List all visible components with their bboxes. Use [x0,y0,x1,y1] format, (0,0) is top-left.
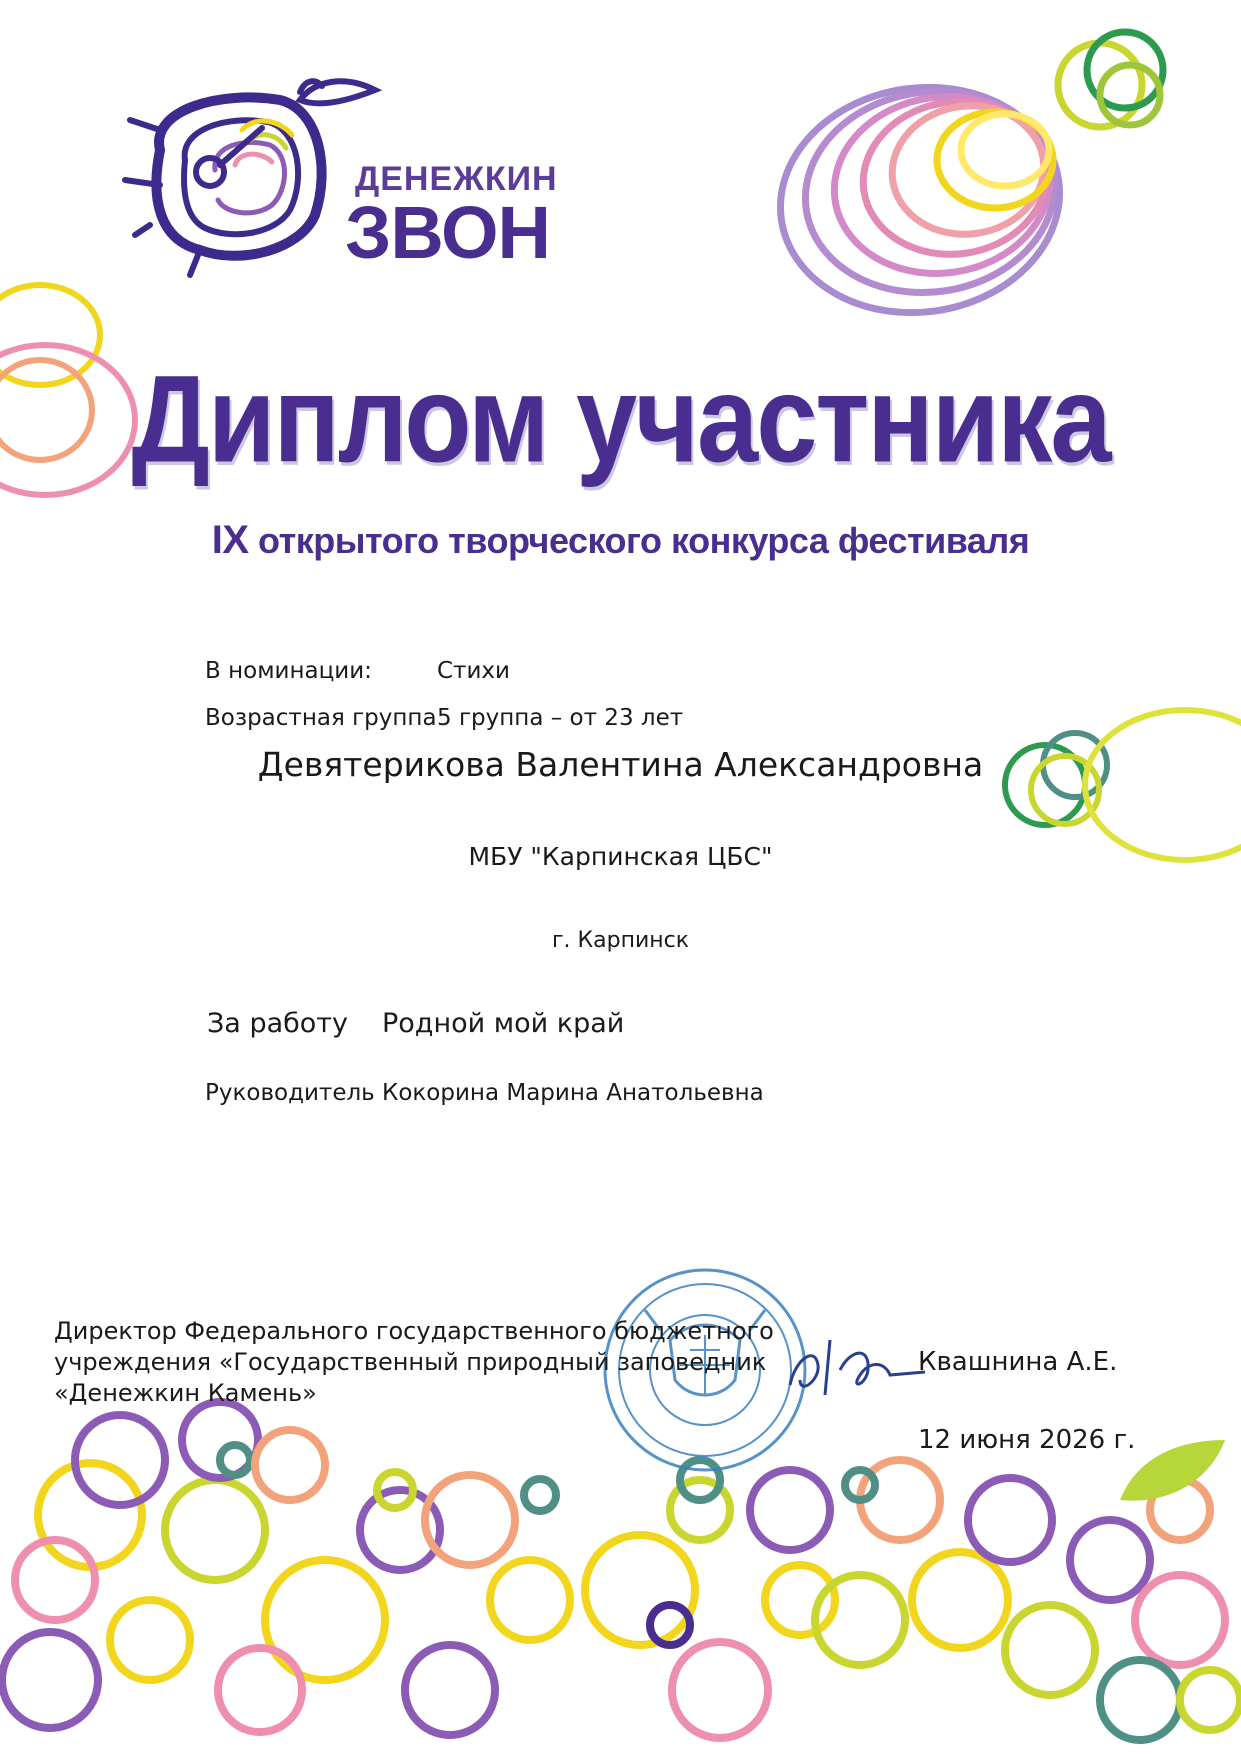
participant-name: Девятерикова Валентина Александровна [257,745,984,784]
director-line1: Директор Федерального государственного бюджетного [54,1317,774,1345]
logo-line1: ДЕНЕЖКИН [355,160,558,198]
nomination-value: Стихи [437,658,510,684]
signer-name: Квашнина А.Е. [918,1347,1118,1377]
work-value: Родной мой край [382,1008,625,1039]
logo-line2: ЗВОН [345,191,550,274]
city: г. Карпинск [551,928,690,953]
nomination-label: В номинации: [205,658,372,684]
work-label: За работу [207,1008,348,1039]
right-mid-loops [1005,710,1241,860]
issue-date: 12 июня 2026 г. [918,1425,1136,1455]
supervisor-label: Руководитель [205,1080,375,1106]
organization: МБУ "Карпинская ЦБС" [468,842,773,871]
signature-mark [790,1340,925,1395]
age-label: Возрастная группа [205,705,437,731]
director-line2: учреждения «Государственный природный заповедник [54,1348,767,1376]
logo-mark [125,81,375,275]
director-title [54,1316,774,1409]
director-line3: «Денежкин Камень» [54,1379,317,1407]
diploma-subtitle [0,518,1241,563]
diploma-title: Диплом участника [131,350,1110,489]
subtitle-roman: IX [211,518,249,562]
age-value: 5 группа – от 23 лет [437,705,684,731]
supervisor-value: Кокорина Марина Анатольевна [382,1080,764,1106]
subtitle-text: открытого творческого конкурса фестиваля [258,520,1030,561]
top-right-loops [766,32,1163,330]
leaf-icon [1120,1440,1225,1501]
